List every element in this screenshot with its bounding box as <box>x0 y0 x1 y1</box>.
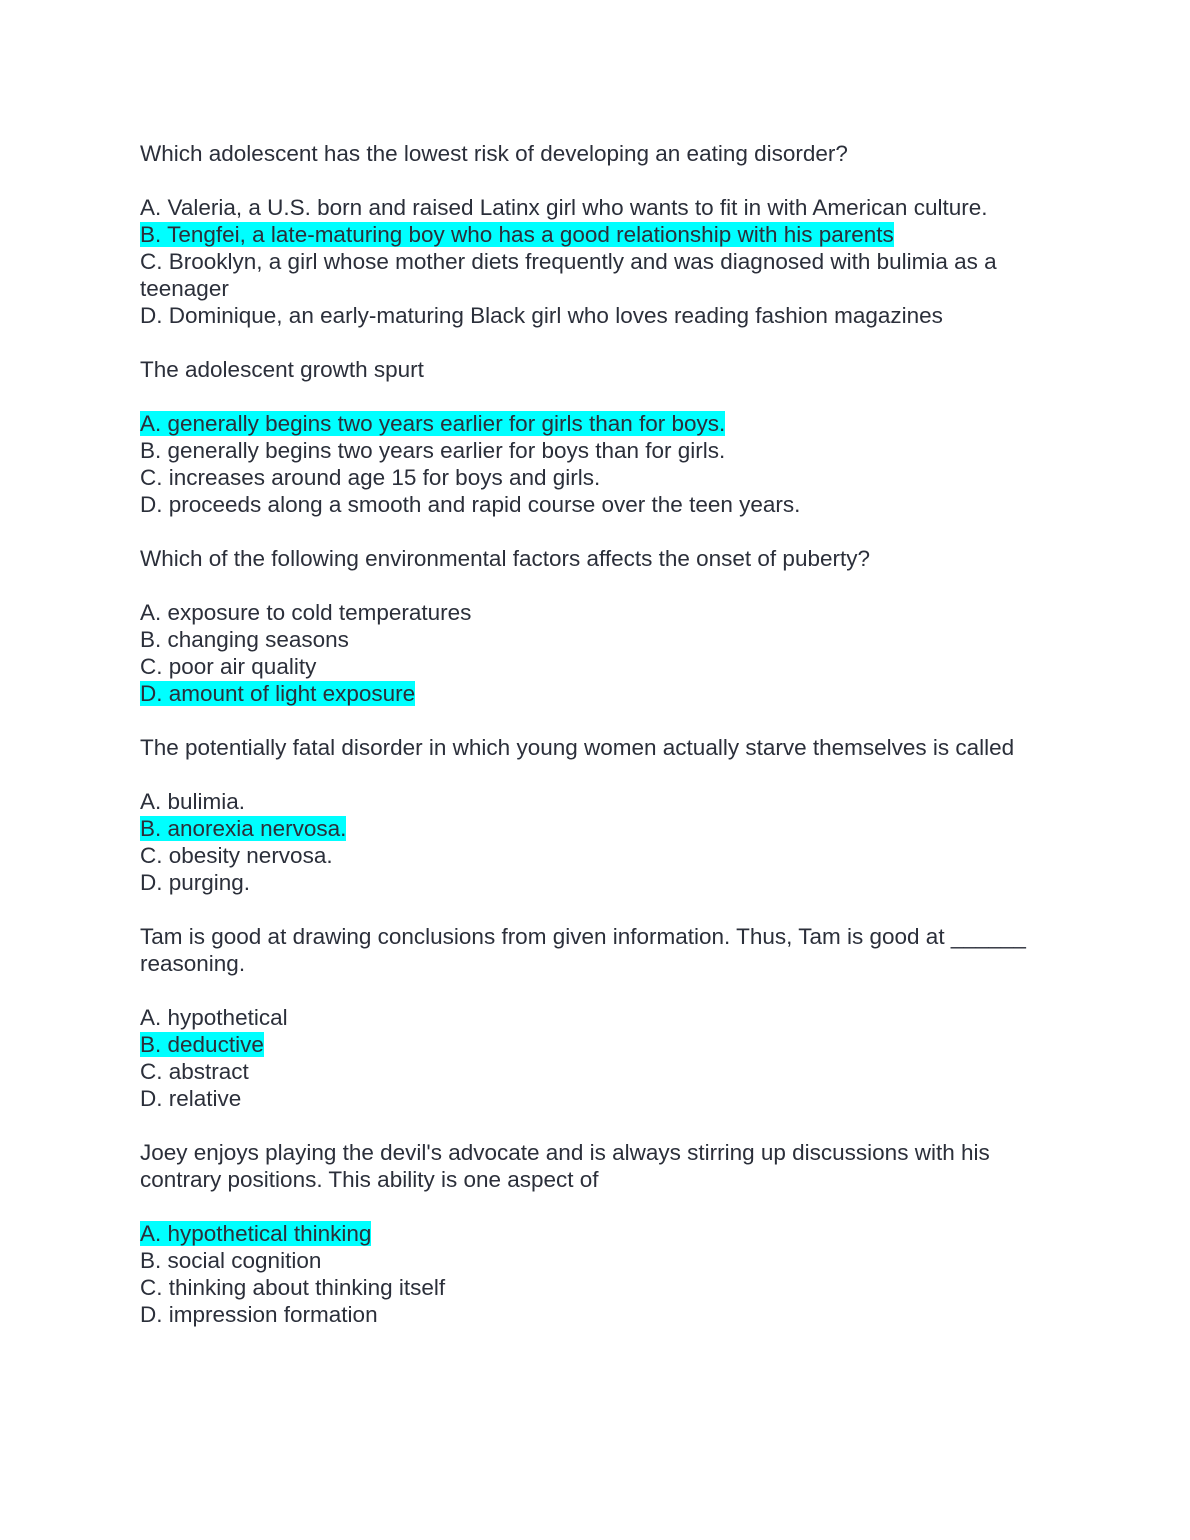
question-2 <box>140 356 1050 518</box>
document-page <box>140 140 1050 1355</box>
answer-option-a: A. Valeria, a U.S. born and raised Latinx girl who wants to fit in with American culture. <box>140 195 988 220</box>
answer-option-c: C. Brooklyn, a girl whose mother diets frequently and was diagnosed with bulimia as a teenager <box>140 249 997 301</box>
answer-option-b-highlighted: B. Tengfei, a late-maturing boy who has a good relationship with his parents <box>140 222 894 247</box>
answer-option-b: B. generally begins two years earlier for boys than for girls. <box>140 438 726 463</box>
answer-option-a: A. exposure to cold temperatures <box>140 600 472 625</box>
question-5 <box>140 923 1050 1112</box>
question-text: The potentially fatal disorder in which young women actually starve themselves is called <box>140 735 1015 760</box>
answer-option-c: C. abstract <box>140 1059 249 1084</box>
answer-option-b-highlighted: B. deductive <box>140 1032 264 1057</box>
question-4 <box>140 734 1050 896</box>
question-text: Tam is good at drawing conclusions from given information. Thus, Tam is good at ______ reasoning. <box>140 924 1026 976</box>
answer-option-b-highlighted: B. anorexia nervosa. <box>140 816 347 841</box>
question-text: Joey enjoys playing the devil's advocate and is always stirring up discussions with his contrary positions. This ability is one aspect of <box>140 1140 990 1192</box>
answer-option-b: B. social cognition <box>140 1248 322 1273</box>
question-1 <box>140 140 1050 329</box>
answer-option-c: C. increases around age 15 for boys and girls. <box>140 465 601 490</box>
answer-option-c: C. obesity nervosa. <box>140 843 333 868</box>
question-6 <box>140 1139 1050 1328</box>
answer-option-b: B. changing seasons <box>140 627 349 652</box>
answer-option-d: D. proceeds along a smooth and rapid course over the teen years. <box>140 492 801 517</box>
answer-option-c: C. poor air quality <box>140 654 317 679</box>
answer-option-a: A. hypothetical <box>140 1005 288 1030</box>
answer-option-a-highlighted: A. hypothetical thinking <box>140 1221 372 1246</box>
answer-option-d: D. Dominique, an early-maturing Black girl who loves reading fashion magazines <box>140 303 943 328</box>
question-text: The adolescent growth spurt <box>140 357 424 382</box>
question-text: Which of the following environmental factors affects the onset of puberty? <box>140 546 870 571</box>
answer-option-d: D. relative <box>140 1086 242 1111</box>
answer-option-d-highlighted: D. amount of light exposure <box>140 681 416 706</box>
answer-option-d: D. impression formation <box>140 1302 378 1327</box>
answer-option-a-highlighted: A. generally begins two years earlier for girls than for boys. <box>140 411 726 436</box>
answer-option-d: D. purging. <box>140 870 251 895</box>
answer-option-c: C. thinking about thinking itself <box>140 1275 446 1300</box>
question-3 <box>140 545 1050 707</box>
question-text: Which adolescent has the lowest risk of developing an eating disorder? <box>140 141 848 166</box>
answer-option-a: A. bulimia. <box>140 789 246 814</box>
